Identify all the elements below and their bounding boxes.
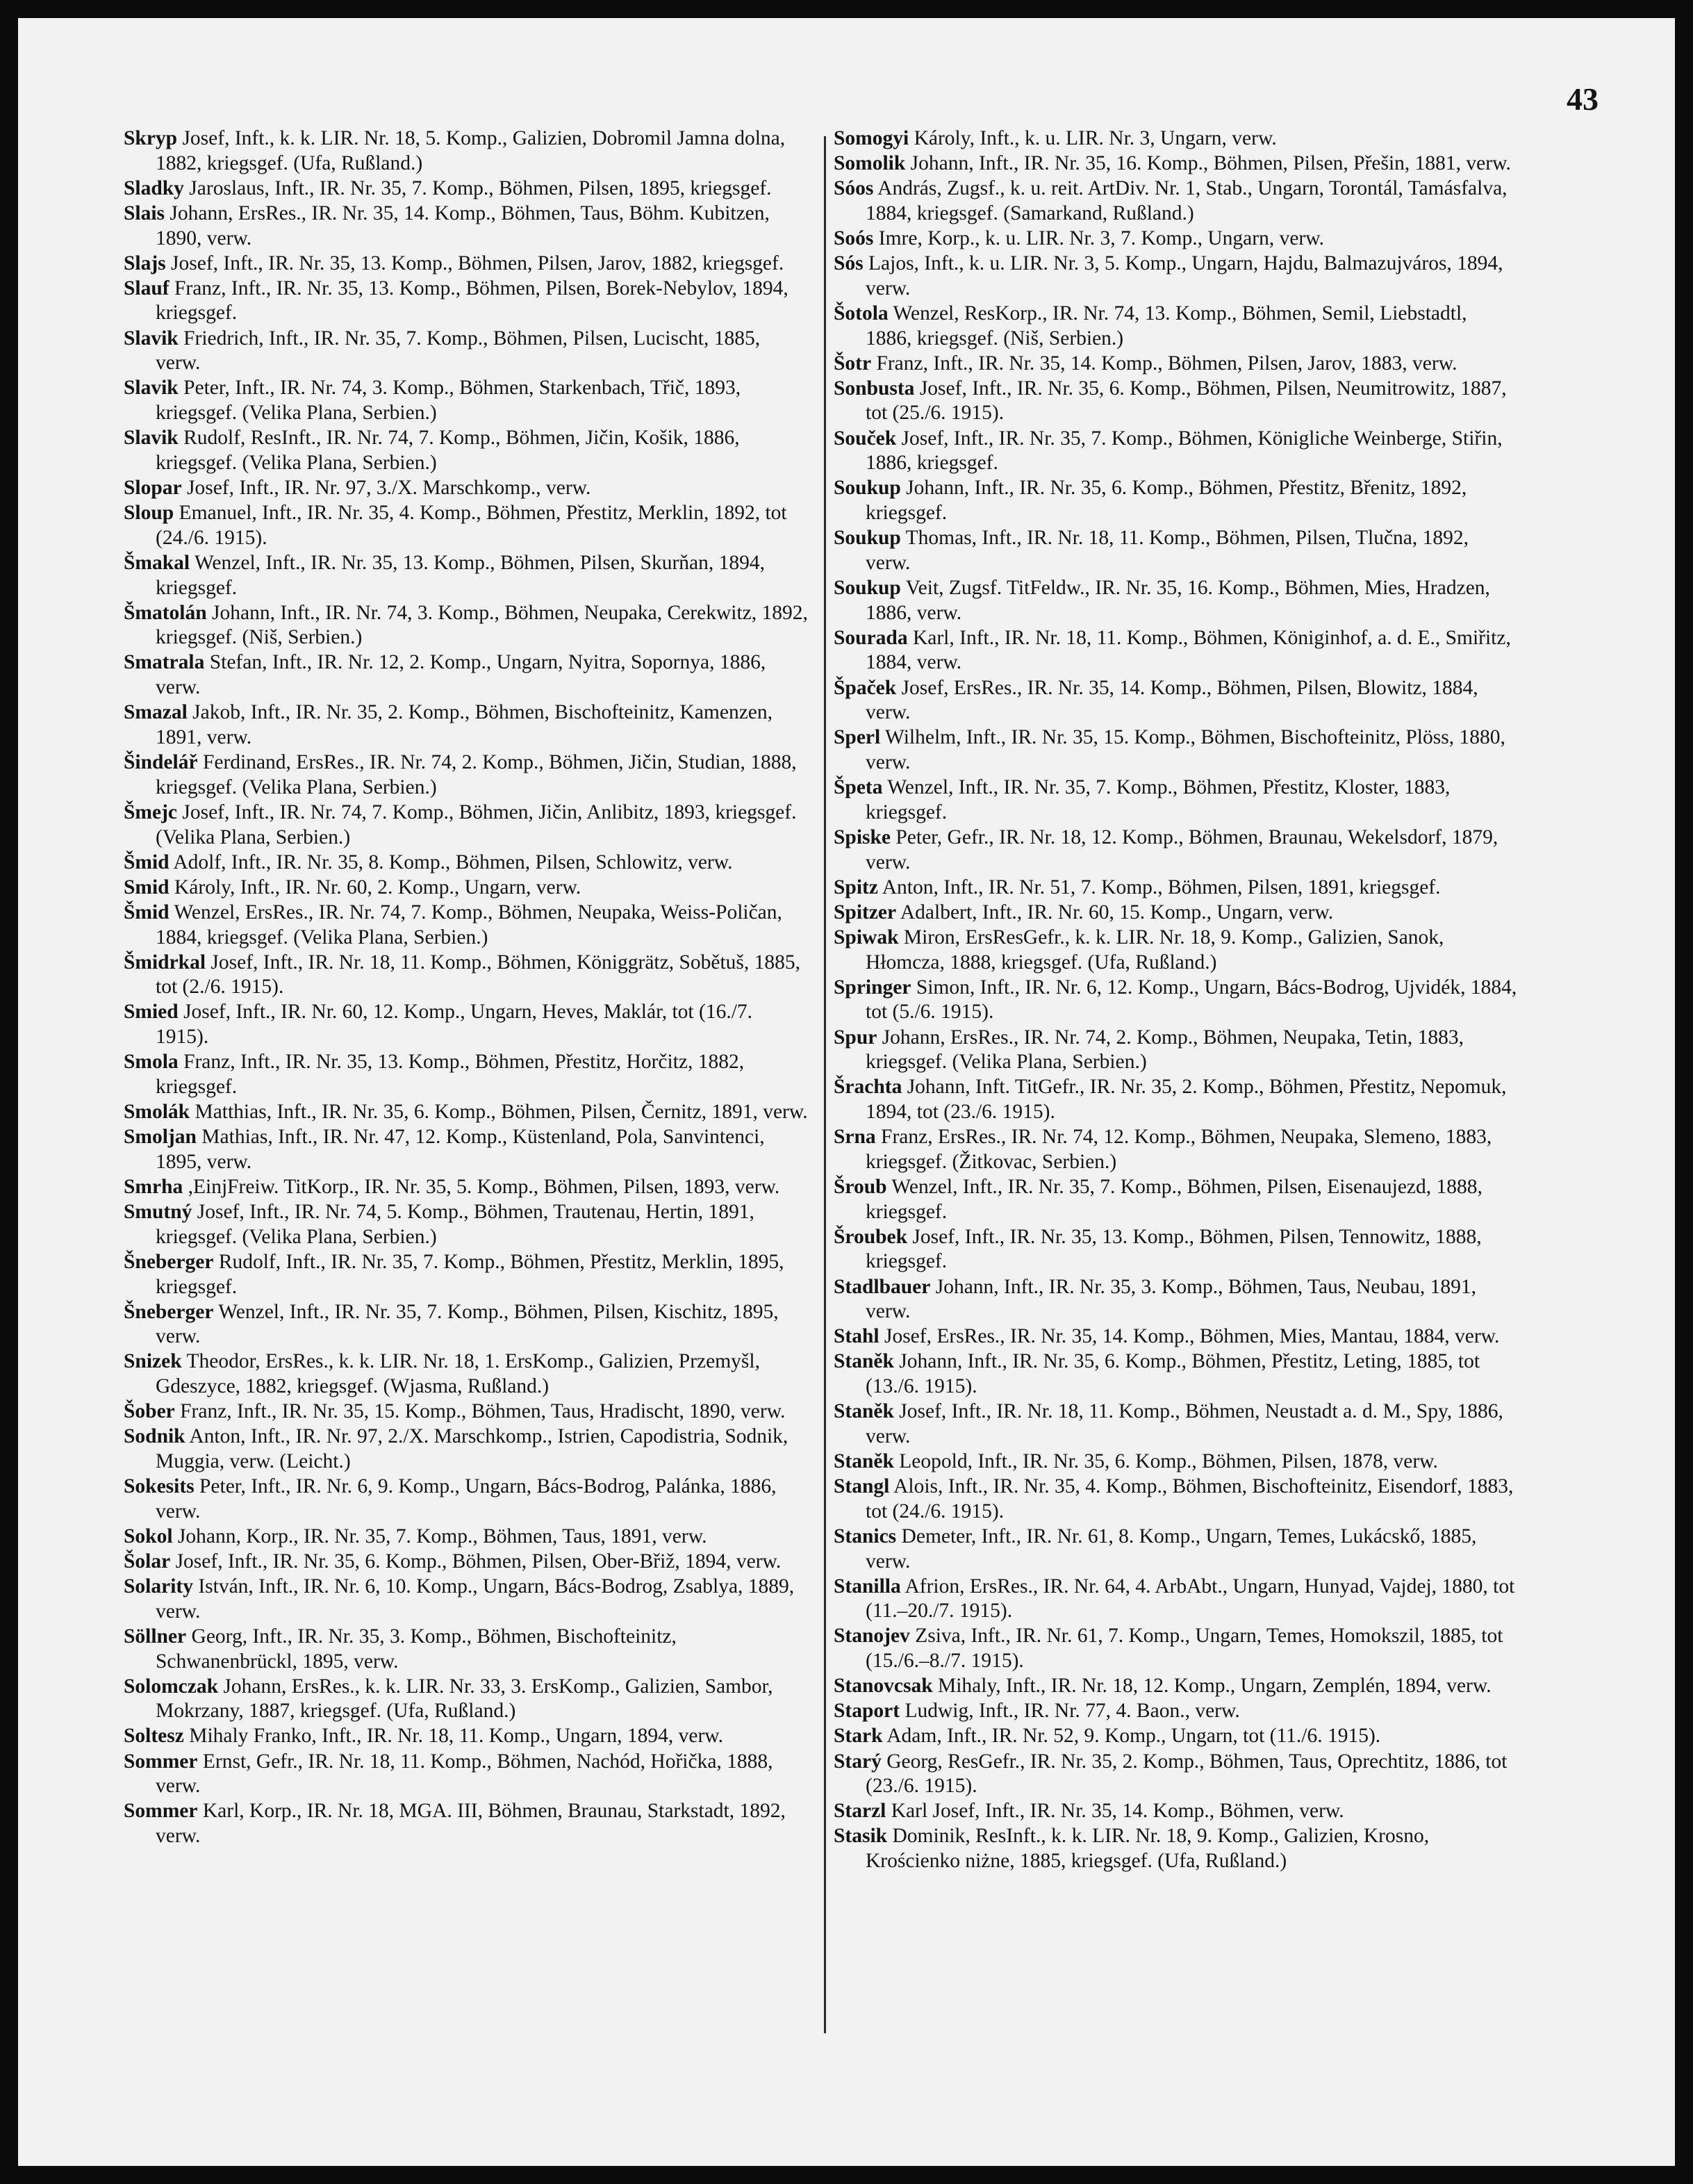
- entry-details: Mihaly, Inft., IR. Nr. 18, 12. Komp., Ungarn, Zemplén, 1894, verw.: [938, 1675, 1492, 1698]
- entry-surname: Šroubek: [834, 1225, 908, 1248]
- entry-details: Leopold, Inft., IR. Nr. 35, 6. Komp., Böhmen, Pilsen, 1878, verw.: [899, 1450, 1438, 1472]
- entry-details: Ferdinand, ErsRes., IR. Nr. 74, 2. Komp., Böhmen, Jičin, Studian, 1888, kriegsgef. (Velika Plana, Serbien.): [156, 751, 797, 798]
- register-entry: [834, 576, 1518, 625]
- entry-surname: Soukup: [834, 527, 901, 550]
- entry-surname: Stadlbauer: [834, 1275, 931, 1298]
- entry-surname: Smolák: [124, 1101, 190, 1124]
- entry-details: Miron, ErsResGefr., k. k. LIR. Nr. 18, 9. Komp., Galizien, Sanok, Hłomcza, 1888, kriegsgef. (Ufa, Rußland.): [866, 926, 1444, 974]
- register-entry: [124, 176, 808, 202]
- register-entry: [124, 252, 808, 277]
- entry-details: Wenzel, Inft., IR. Nr. 35, 7. Komp., Böhmen, Pilsen, Kischitz, 1895, verw.: [156, 1300, 779, 1348]
- entry-details: ,EinjFreiw. TitKorp., IR. Nr. 35, 5. Komp., Böhmen, Pilsen, 1893, verw.: [188, 1175, 780, 1198]
- entry-details: Stefan, Inft., IR. Nr. 12, 2. Komp., Ungarn, Nyitra, Sopornya, 1886, verw.: [156, 651, 766, 699]
- entry-details: Josef, Inft., IR. Nr. 18, 11. Komp., Böhmen, Königgrätz, Sobětuš, 1885, tot (2./6. 1915).: [156, 951, 801, 999]
- entry-details: Adam, Inft., IR. Nr. 52, 9. Komp., Ungarn, tot (11./6. 1915).: [886, 1725, 1381, 1748]
- entry-details: Peter, Gefr., IR. Nr. 18, 12. Komp., Böhmen, Braunau, Wekelsdorf, 1879, verw.: [866, 826, 1498, 873]
- entry-details: Veit, Zugsf. TitFeldw., IR. Nr. 35, 16. Komp., Böhmen, Mies, Hradzen, 1886, verw.: [866, 576, 1490, 624]
- entry-surname: Stahl: [834, 1325, 879, 1348]
- entry-surname: Šober: [124, 1400, 175, 1423]
- register-entry: [834, 126, 1518, 151]
- entry-surname: Staněk: [834, 1450, 894, 1472]
- entry-details: Imre, Korp., k. u. LIR. Nr. 3, 7. Komp., Ungarn, verw.: [878, 227, 1325, 249]
- entry-surname: Šindelář: [124, 751, 198, 774]
- entry-details: Johann, Inft., IR. Nr. 35, 16. Komp., Böhmen, Pilsen, Přešin, 1881, verw.: [910, 152, 1511, 175]
- entry-details: Wenzel, Inft., IR. Nr. 35, 7. Komp., Böhmen, Přestitz, Kloster, 1883, kriegsgef.: [866, 776, 1451, 823]
- entry-details: Ludwig, Inft., IR. Nr. 77, 4. Baon., verw.: [905, 1700, 1240, 1723]
- entry-details: Demeter, Inft., IR. Nr. 61, 8. Komp., Ungarn, Temes, Lukácskő, 1885, verw.: [866, 1525, 1477, 1573]
- register-entry: [834, 876, 1518, 901]
- entry-surname: Soukup: [834, 477, 901, 500]
- right-column: [834, 126, 1518, 1874]
- register-entry: [124, 1424, 808, 1474]
- entry-details: Matthias, Inft., IR. Nr. 35, 6. Komp., Böhmen, Pilsen, Černitz, 1891, verw.: [195, 1101, 808, 1124]
- entry-details: Wenzel, ResKorp., IR. Nr. 74, 13. Komp., Böhmen, Semil, Liebstadtl, 1886, kriegsgef. (Niš, Serbien.): [866, 302, 1467, 350]
- entry-surname: Šmidrkal: [124, 951, 206, 974]
- register-entry: [834, 427, 1518, 476]
- entry-details: Lajos, Inft., k. u. LIR. Nr. 3, 5. Komp., Ungarn, Hajdu, Balmazujváros, 1894, verw.: [866, 252, 1503, 299]
- entry-details: Josef, Inft., IR. Nr. 97, 3./X. Marschkomp., verw.: [186, 476, 591, 499]
- entry-details: Simon, Inft., IR. Nr. 6, 12. Komp., Ungarn, Bács-Bodrog, Ujvidék, 1884, tot (5./6. 1915).: [866, 976, 1517, 1024]
- entry-surname: Smatrala: [124, 651, 205, 674]
- entry-details: Franz, Inft., IR. Nr. 35, 13. Komp., Böhmen, Pilsen, Borek-Nebylov, 1894, kriegsgef.: [156, 277, 788, 325]
- entry-surname: Sóos: [834, 177, 874, 200]
- entry-surname: Spitzer: [834, 901, 897, 923]
- register-entry: [834, 1175, 1518, 1224]
- entry-surname: Stanojev: [834, 1625, 910, 1648]
- register-entry: [834, 151, 1518, 176]
- entry-details: Alois, Inft., IR. Nr. 35, 4. Komp., Böhmen, Bischofteinitz, Eisendorf, 1883, tot (24./6. 1915).: [866, 1475, 1514, 1522]
- entry-surname: Stanics: [834, 1525, 897, 1547]
- register-entry: [124, 1399, 808, 1424]
- register-entry: [834, 1750, 1518, 1799]
- entry-surname: Sodnik: [124, 1425, 185, 1448]
- entry-details: Mihaly Franko, Inft., IR. Nr. 18, 11. Komp., Ungarn, 1894, verw.: [189, 1725, 724, 1748]
- register-entry: [124, 1799, 808, 1848]
- entry-details: Johann, ErsRes., IR. Nr. 74, 2. Komp., Böhmen, Neupaka, Tetin, 1883, kriegsgef. (Velika Plana, Serbien.): [866, 1026, 1464, 1074]
- entry-surname: Somogyi: [834, 127, 909, 149]
- register-entry: [834, 227, 1518, 252]
- entry-details: Anton, Inft., IR. Nr. 97, 2./X. Marschkomp., Istrien, Capodistria, Sodnik, Muggia, verw. (Leicht.): [156, 1425, 788, 1472]
- register-entry: [124, 800, 808, 850]
- entry-details: Wenzel, Inft., IR. Nr. 35, 13. Komp., Böhmen, Pilsen, Skurňan, 1894, kriegsgef.: [156, 551, 766, 599]
- register-entry: [834, 976, 1518, 1025]
- entry-surname: Soós: [834, 227, 874, 249]
- register-entry: [124, 1250, 808, 1299]
- entry-surname: Stark: [834, 1725, 883, 1748]
- entry-details: Johann, Inft., IR. Nr. 35, 3. Komp., Böhmen, Taus, Neubau, 1891, verw.: [866, 1275, 1476, 1323]
- entry-details: Franz, Inft., IR. Nr. 35, 14. Komp., Böhmen, Pilsen, Jarov, 1883, verw.: [876, 352, 1457, 375]
- entry-surname: Slajs: [124, 252, 166, 274]
- entry-surname: Smied: [124, 1001, 179, 1024]
- register-entry: [124, 501, 808, 550]
- entry-details: Josef, Inft., IR. Nr. 35, 7. Komp., Böhmen, Königliche Weinberge, Stiřin, 1886, kriegsgef.: [866, 427, 1503, 475]
- register-entry: [834, 1674, 1518, 1699]
- entry-details: Franz, Inft., IR. Nr. 35, 15. Komp., Böhmen, Taus, Hradischt, 1890, verw.: [180, 1400, 786, 1423]
- entry-details: Josef, ErsRes., IR. Nr. 35, 14. Komp., Böhmen, Pilsen, Blowitz, 1884, verw.: [866, 676, 1478, 724]
- entry-surname: Sokol: [124, 1525, 173, 1547]
- register-entry: [124, 901, 808, 950]
- entry-surname: Solarity: [124, 1575, 193, 1598]
- entry-surname: Starzl: [834, 1800, 886, 1823]
- register-entry: [834, 1275, 1518, 1324]
- entry-surname: Solomczak: [124, 1675, 219, 1698]
- entry-details: Rudolf, ResInft., IR. Nr. 74, 7. Komp., Böhmen, Jičin, Košik, 1886, kriegsgef. (Velika Plana, Serbien.): [156, 427, 740, 474]
- entry-surname: Springer: [834, 976, 911, 999]
- register-entry: [834, 901, 1518, 926]
- entry-details: Johann, Inft., IR. Nr. 35, 6. Komp., Böhmen, Přestitz, Břenitz, 1892, kriegsgef.: [866, 477, 1467, 525]
- entry-details: Georg, Inft., IR. Nr. 35, 3. Komp., Böhmen, Bischofteinitz, Schwanenbrückl, 1895, verw.: [156, 1625, 677, 1673]
- register-entry: [124, 551, 808, 600]
- entry-details: Karl, Korp., IR. Nr. 18, MGA. III, Böhmen, Braunau, Starkstadt, 1892, verw.: [156, 1800, 786, 1848]
- entry-surname: Somolik: [834, 152, 906, 175]
- entry-details: Josef, ErsRes., IR. Nr. 35, 14. Komp., Böhmen, Mies, Mantau, 1884, verw.: [884, 1325, 1500, 1348]
- entry-details: Josef, Inft., IR. Nr. 35, 13. Komp., Böhmen, Pilsen, Jarov, 1882, kriegsgef.: [171, 252, 784, 274]
- entry-details: Georg, ResGefr., IR. Nr. 35, 2. Komp., Böhmen, Taus, Oprechtitz, 1886, tot (23./6. 1915).: [866, 1750, 1508, 1798]
- register-entry: [834, 1225, 1518, 1274]
- entry-surname: Souček: [834, 427, 897, 450]
- entry-details: Emanuel, Inft., IR. Nr. 35, 4. Komp., Böhmen, Přestitz, Merklin, 1892, tot (24./6. 1915).: [156, 502, 787, 549]
- entry-details: Josef, Inft., IR. Nr. 35, 13. Komp., Böhmen, Pilsen, Tennowitz, 1888, kriegsgef.: [866, 1225, 1482, 1273]
- entry-surname: Snizek: [124, 1350, 182, 1373]
- entry-surname: Smola: [124, 1051, 179, 1074]
- entry-surname: Šmid: [124, 851, 170, 873]
- entry-surname: Šotola: [834, 302, 889, 325]
- register-entry: [834, 252, 1518, 301]
- entry-details: Dominik, ResInft., k. k. LIR. Nr. 18, 9. Komp., Galizien, Krosno, Krościenko niżne, 1885, kriegsgef. (Ufa, Rußland.): [866, 1825, 1430, 1873]
- register-entry: [124, 1475, 808, 1524]
- entry-details: Johann, Inft., IR. Nr. 74, 3. Komp., Böhmen, Neupaka, Cerekwitz, 1892, kriegsgef. (Niš, Serbien.): [156, 601, 808, 649]
- register-entry: [124, 202, 808, 251]
- entry-details: Peter, Inft., IR. Nr. 74, 3. Komp., Böhmen, Starkenbach, Třič, 1893, kriegsgef. (Velika Plana, Serbien.): [156, 377, 741, 425]
- entry-surname: Staport: [834, 1700, 900, 1723]
- column-divider: [824, 136, 826, 2033]
- register-entry: [834, 377, 1518, 426]
- entry-details: Franz, Inft., IR. Nr. 35, 13. Komp., Böhmen, Přestitz, Horčitz, 1882, kriegsgef.: [156, 1051, 745, 1098]
- register-entry: [834, 1349, 1518, 1399]
- entry-surname: Slopar: [124, 476, 182, 499]
- entry-surname: Šrachta: [834, 1076, 902, 1099]
- register-entry: [834, 676, 1518, 725]
- entry-details: Wenzel, Inft., IR. Nr. 35, 7. Komp., Böhmen, Pilsen, Eisenaujezd, 1888, kriegsgef.: [866, 1175, 1483, 1223]
- entry-surname: Sommer: [124, 1750, 198, 1773]
- register-entry: [124, 750, 808, 800]
- register-entry: [834, 1724, 1518, 1749]
- entry-surname: Sokesits: [124, 1475, 195, 1498]
- entry-details: Josef, Inft., k. k. LIR. Nr. 18, 5. Komp., Galizien, Dobromil Jamna dolna, 1882, kriegsgef. (Ufa, Rußland.): [156, 127, 786, 174]
- entry-surname: Staněk: [834, 1400, 894, 1423]
- register-entry: [124, 426, 808, 475]
- entry-surname: Šroub: [834, 1175, 887, 1198]
- entry-surname: Smrha: [124, 1175, 183, 1198]
- entry-details: Jaroslaus, Inft., IR. Nr. 35, 7. Komp., Böhmen, Pilsen, 1895, kriegsgef.: [189, 176, 772, 199]
- entry-details: Franz, ErsRes., IR. Nr. 74, 12. Komp., Böhmen, Neupaka, Slemeno, 1883, kriegsgef. (Žitkovac, Serbien.): [866, 1126, 1492, 1173]
- register-entry: [124, 1125, 808, 1174]
- entry-details: Adolf, Inft., IR. Nr. 35, 8. Komp., Böhmen, Pilsen, Schlowitz, verw.: [173, 851, 733, 873]
- entry-details: Josef, Inft., IR. Nr. 74, 5. Komp., Böhmen, Trautenau, Hertin, 1891, kriegsgef. (Velika Plana, Serbien.): [156, 1201, 754, 1248]
- register-entry: [124, 1200, 808, 1249]
- register-entry: [834, 302, 1518, 351]
- register-entry: [834, 1799, 1518, 1824]
- register-entry: [124, 601, 808, 650]
- entry-surname: Šneberger: [124, 1250, 214, 1273]
- entry-details: István, Inft., IR. Nr. 6, 10. Komp., Ungarn, Bács-Bodrog, Zsablya, 1889, verw.: [156, 1575, 795, 1623]
- entry-details: Johann, Korp., IR. Nr. 35, 7. Komp., Böhmen, Taus, 1891, verw.: [177, 1525, 707, 1547]
- entry-surname: Smid: [124, 876, 170, 898]
- entry-surname: Starý: [834, 1750, 882, 1773]
- entry-surname: Šmatolán: [124, 601, 207, 624]
- register-entry: [834, 1026, 1518, 1075]
- left-column: [124, 126, 808, 1849]
- entry-surname: Špeta: [834, 776, 883, 799]
- entry-surname: Stanilla: [834, 1575, 901, 1598]
- register-entry: [124, 1575, 808, 1624]
- register-entry: [834, 352, 1518, 377]
- entry-details: Josef, Inft., IR. Nr. 74, 7. Komp., Böhmen, Jičin, Anlibitz, 1893, kriegsgef. (Velika Plana, Serbien.): [156, 800, 797, 848]
- register-entry: [834, 176, 1518, 226]
- register-entry: [124, 1550, 808, 1575]
- entry-details: Mathias, Inft., IR. Nr. 47, 12. Komp., Küstenland, Pola, Sanvintenci, 1895, verw.: [156, 1126, 765, 1173]
- entry-surname: Šolar: [124, 1550, 171, 1573]
- entry-surname: Sonbusta: [834, 377, 915, 400]
- entry-surname: Srna: [834, 1126, 876, 1149]
- entry-surname: Šmid: [124, 901, 170, 923]
- register-entry: [834, 626, 1518, 675]
- register-entry: [124, 951, 808, 1000]
- entry-surname: Slais: [124, 202, 165, 224]
- register-entry: [124, 1750, 808, 1799]
- register-entry: [834, 826, 1518, 875]
- entry-surname: Staněk: [834, 1350, 894, 1373]
- register-entry: [124, 876, 808, 901]
- register-entry: [124, 1724, 808, 1749]
- register-entry: [124, 1675, 808, 1724]
- register-entry: [124, 650, 808, 700]
- entry-surname: Smutný: [124, 1201, 192, 1223]
- register-entry: [124, 851, 808, 876]
- register-entry: [124, 1100, 808, 1125]
- entry-details: Karl, Inft., IR. Nr. 18, 11. Komp., Böhmen, Königinhof, a. d. E., Smiřitz, 1884, verw.: [866, 626, 1511, 674]
- entry-surname: Šneberger: [124, 1300, 214, 1323]
- entry-details: Wenzel, ErsRes., IR. Nr. 74, 7. Komp., Böhmen, Neupaka, Weiss-Poličan, 1884, kriegsgef. (Velika Plana, Serbien.): [156, 901, 782, 949]
- register-entry: [124, 1525, 808, 1550]
- entry-details: Afrion, ErsRes., IR. Nr. 64, 4. ArbAbt., Ungarn, Hunyad, Vajdej, 1880, tot (11.–20./7. 1915).: [866, 1575, 1515, 1623]
- entry-details: András, Zugsf., k. u. reit. ArtDiv. Nr. 1, Stab., Ungarn, Torontál, Tamásfalva, 1884, kriegsgef. (Samarkand, Rußland.): [866, 177, 1508, 224]
- entry-surname: Soltesz: [124, 1725, 184, 1748]
- entry-details: Anton, Inft., IR. Nr. 51, 7. Komp., Böhmen, Pilsen, 1891, kriegsgef.: [882, 876, 1441, 898]
- entry-surname: Sós: [834, 252, 864, 275]
- register-entry: [834, 1525, 1518, 1574]
- register-entry: [834, 926, 1518, 975]
- register-entry: [834, 1575, 1518, 1624]
- entry-details: Theodor, ErsRes., k. k. LIR. Nr. 18, 1. ErsKomp., Galizien, Przemyšl, Gdeszyce, 1882, kriegsgef. (Wjasma, Rußland.): [156, 1350, 760, 1398]
- register-entry: [834, 1075, 1518, 1124]
- entry-details: Josef, Inft., IR. Nr. 35, 6. Komp., Böhmen, Pilsen, Ober-Břiž, 1894, verw.: [175, 1550, 782, 1573]
- register-entry: [834, 526, 1518, 575]
- entry-details: Peter, Inft., IR. Nr. 6, 9. Komp., Ungarn, Bács-Bodrog, Palánka, 1886, verw.: [156, 1475, 777, 1522]
- register-entry: [124, 1175, 808, 1200]
- entry-details: Johann, ErsRes., k. k. LIR. Nr. 33, 3. ErsKomp., Galizien, Sambor, Mokrzany, 1887, kriegsgef. (Ufa, Rußland.): [156, 1675, 773, 1723]
- entry-surname: Slauf: [124, 277, 170, 299]
- register-entry: [834, 476, 1518, 525]
- entry-surname: Skryp: [124, 127, 178, 149]
- entry-surname: Stanovcsak: [834, 1675, 933, 1698]
- register-entry: [124, 126, 808, 176]
- entry-surname: Šotr: [834, 352, 872, 375]
- register-entry: [124, 1349, 808, 1399]
- entry-surname: Šmejc: [124, 800, 177, 823]
- entry-surname: Slavik: [124, 427, 179, 450]
- entry-details: Thomas, Inft., IR. Nr. 18, 11. Komp., Böhmen, Pilsen, Tlučna, 1892, verw.: [866, 527, 1469, 574]
- entry-details: Josef, Inft., IR. Nr. 35, 6. Komp., Böhmen, Pilsen, Neumitrowitz, 1887, tot (25./6. 1915).: [866, 377, 1507, 425]
- register-entry: [834, 1824, 1518, 1873]
- register-entry: [834, 1125, 1518, 1174]
- entry-surname: Špaček: [834, 676, 897, 699]
- register-entry: [124, 476, 808, 501]
- entry-surname: Sommer: [124, 1800, 198, 1823]
- entry-surname: Smazal: [124, 701, 188, 724]
- entry-details: Rudolf, Inft., IR. Nr. 35, 7. Komp., Böhmen, Přestitz, Merklin, 1895, kriegsgef.: [156, 1250, 784, 1298]
- register-entry: [124, 1000, 808, 1049]
- entry-details: Josef, Inft., IR. Nr. 18, 11. Komp., Böhmen, Neustadt a. d. M., Spy, 1886, verw.: [866, 1400, 1503, 1447]
- register-entry: [834, 1699, 1518, 1724]
- register-entry: [834, 1475, 1518, 1524]
- entry-details: Josef, Inft., IR. Nr. 60, 12. Komp., Ungarn, Heves, Maklár, tot (16./7. 1915).: [156, 1001, 753, 1049]
- entry-details: Adalbert, Inft., IR. Nr. 60, 15. Komp., Ungarn, verw.: [900, 901, 1334, 923]
- register-entry: [834, 1450, 1518, 1475]
- register-entry: [124, 700, 808, 750]
- entry-surname: Spur: [834, 1026, 877, 1049]
- register-entry: [124, 1625, 808, 1674]
- register-entry: [124, 1300, 808, 1349]
- register-entry: [124, 277, 808, 326]
- entry-surname: Spitz: [834, 876, 878, 898]
- entry-surname: Smoljan: [124, 1126, 197, 1149]
- entry-surname: Soukup: [834, 576, 901, 599]
- register-entry: [834, 1324, 1518, 1349]
- page-number: 43: [1567, 81, 1599, 117]
- entry-surname: Slavik: [124, 327, 179, 350]
- register-entry: [834, 1624, 1518, 1673]
- entry-surname: Spiske: [834, 826, 891, 848]
- entry-details: Ernst, Gefr., IR. Nr. 18, 11. Komp., Böhmen, Nachód, Hořička, 1888, verw.: [156, 1750, 773, 1798]
- entry-surname: Sloup: [124, 502, 174, 525]
- entry-details: Jakob, Inft., IR. Nr. 35, 2. Komp., Böhmen, Bischofteinitz, Kamenzen, 1891, verw.: [156, 701, 773, 748]
- entry-surname: Sourada: [834, 626, 908, 649]
- entry-details: Friedrich, Inft., IR. Nr. 35, 7. Komp., Böhmen, Pilsen, Lucischt, 1885, verw.: [156, 327, 761, 375]
- entry-surname: Šmakal: [124, 551, 190, 574]
- entry-surname: Stasik: [834, 1825, 888, 1848]
- entry-details: Zsiva, Inft., IR. Nr. 61, 7. Komp., Ungarn, Temes, Homokszil, 1885, tot (15./6.–8./7. 1915).: [866, 1625, 1503, 1673]
- register-entry: [834, 775, 1518, 825]
- entry-details: Károly, Inft., IR. Nr. 60, 2. Komp., Ungarn, verw.: [174, 876, 581, 898]
- register-entry: [124, 1050, 808, 1099]
- entry-details: Johann, ErsRes., IR. Nr. 35, 14. Komp., Böhmen, Taus, Böhm. Kubitzen, 1890, verw.: [156, 202, 770, 249]
- entry-surname: Slavik: [124, 377, 179, 400]
- register-entry: [834, 1399, 1518, 1449]
- entry-surname: Sperl: [834, 726, 881, 749]
- register-entry: [124, 376, 808, 425]
- entry-surname: Sladky: [124, 176, 184, 199]
- entry-surname: Spiwak: [834, 926, 899, 949]
- entry-details: Károly, Inft., k. u. LIR. Nr. 3, Ungarn, verw.: [914, 127, 1277, 149]
- entry-details: Wilhelm, Inft., IR. Nr. 35, 15. Komp., Böhmen, Bischofteinitz, Plöss, 1880, verw.: [866, 726, 1505, 774]
- register-entry: [124, 327, 808, 376]
- entry-details: Karl Josef, Inft., IR. Nr. 35, 14. Komp., Böhmen, verw.: [891, 1800, 1344, 1823]
- entry-details: Johann, Inft., IR. Nr. 35, 6. Komp., Böhmen, Přestitz, Leting, 1885, tot (13./6. 1915).: [866, 1350, 1480, 1398]
- entry-surname: Söllner: [124, 1625, 187, 1648]
- register-entry: [834, 725, 1518, 775]
- entry-surname: Stangl: [834, 1475, 890, 1498]
- entry-details: Johann, Inft. TitGefr., IR. Nr. 35, 2. Komp., Böhmen, Přestitz, Nepomuk, 1894, tot (23./6. 1915).: [866, 1076, 1507, 1124]
